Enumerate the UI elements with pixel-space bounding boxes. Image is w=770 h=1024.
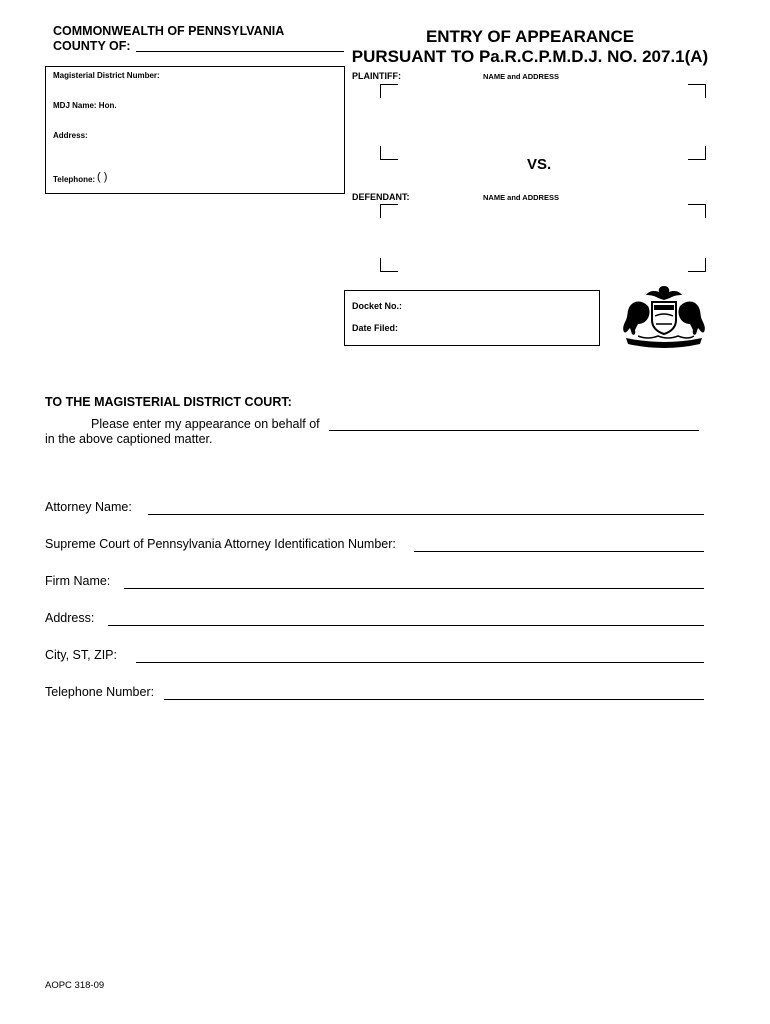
form-subtitle: PURSUANT TO Pa.R.C.P.M.D.J. NO. 207.1(A) xyxy=(351,47,709,66)
telephone-number-input-line[interactable] xyxy=(164,699,704,700)
firm-name-label: Firm Name: xyxy=(45,574,111,588)
mdj-name-label: MDJ Name: Hon. xyxy=(53,101,117,110)
date-filed-label: Date Filed: xyxy=(352,323,399,333)
firm-name-input-line[interactable] xyxy=(124,588,704,589)
defendant-bracket-bottom-left xyxy=(380,258,398,272)
defendant-label: DEFENDANT: xyxy=(352,192,410,202)
plaintiff-name-address-label: NAME and ADDRESS xyxy=(483,72,559,81)
district-number-label: Magisterial District Number: xyxy=(53,71,160,80)
mdj-address-label: Address: xyxy=(53,131,88,140)
city-st-zip-label: City, ST, ZIP: xyxy=(45,648,117,662)
defendant-bracket-top-left xyxy=(380,204,398,218)
telephone-number-label: Telephone Number: xyxy=(45,685,155,699)
docket-number-label: Docket No.: xyxy=(352,301,403,311)
attorney-name-input-line[interactable] xyxy=(148,514,704,515)
defendant-bracket-top-right xyxy=(688,204,706,218)
attorney-address-label: Address: xyxy=(45,611,95,625)
mdj-info-box xyxy=(45,66,345,194)
attorney-id-input-line[interactable] xyxy=(414,551,704,552)
attorney-id-label: Supreme Court of Pennsylvania Attorney Identification Number: xyxy=(45,537,396,551)
pennsylvania-coat-of-arms-icon xyxy=(618,282,710,352)
defendant-bracket-bottom-right xyxy=(688,258,706,272)
attorney-address-input-line[interactable] xyxy=(108,625,704,626)
county-label: COUNTY OF: xyxy=(53,39,131,53)
attorney-name-label: Attorney Name: xyxy=(45,500,132,514)
defendant-name-address-label: NAME and ADDRESS xyxy=(483,193,559,202)
county-input-line[interactable] xyxy=(136,51,344,52)
behalf-of-input-line[interactable] xyxy=(329,430,699,431)
plaintiff-label: PLAINTIFF: xyxy=(352,71,401,81)
mdj-telephone-label: Telephone: xyxy=(53,175,96,184)
commonwealth-heading: COMMONWEALTH OF PENNSYLVANIA xyxy=(53,24,285,38)
court-heading: TO THE MAGISTERIAL DISTRICT COURT: xyxy=(45,395,292,409)
appearance-statement: Please enter my appearance on behalf of xyxy=(91,417,320,431)
plaintiff-bracket-bottom-left xyxy=(380,146,398,160)
form-title: ENTRY OF APPEARANCE xyxy=(425,27,635,46)
telephone-area-code-parens: ( ) xyxy=(97,171,108,183)
city-st-zip-input-line[interactable] xyxy=(136,662,704,663)
versus-label: VS. xyxy=(527,156,552,173)
plaintiff-bracket-top-left xyxy=(380,84,398,98)
plaintiff-bracket-top-right xyxy=(688,84,706,98)
form-number: AOPC 318-09 xyxy=(45,980,105,991)
docket-box xyxy=(344,290,600,346)
plaintiff-bracket-bottom-right xyxy=(688,146,706,160)
appearance-statement-continued: in the above captioned matter. xyxy=(45,432,213,446)
